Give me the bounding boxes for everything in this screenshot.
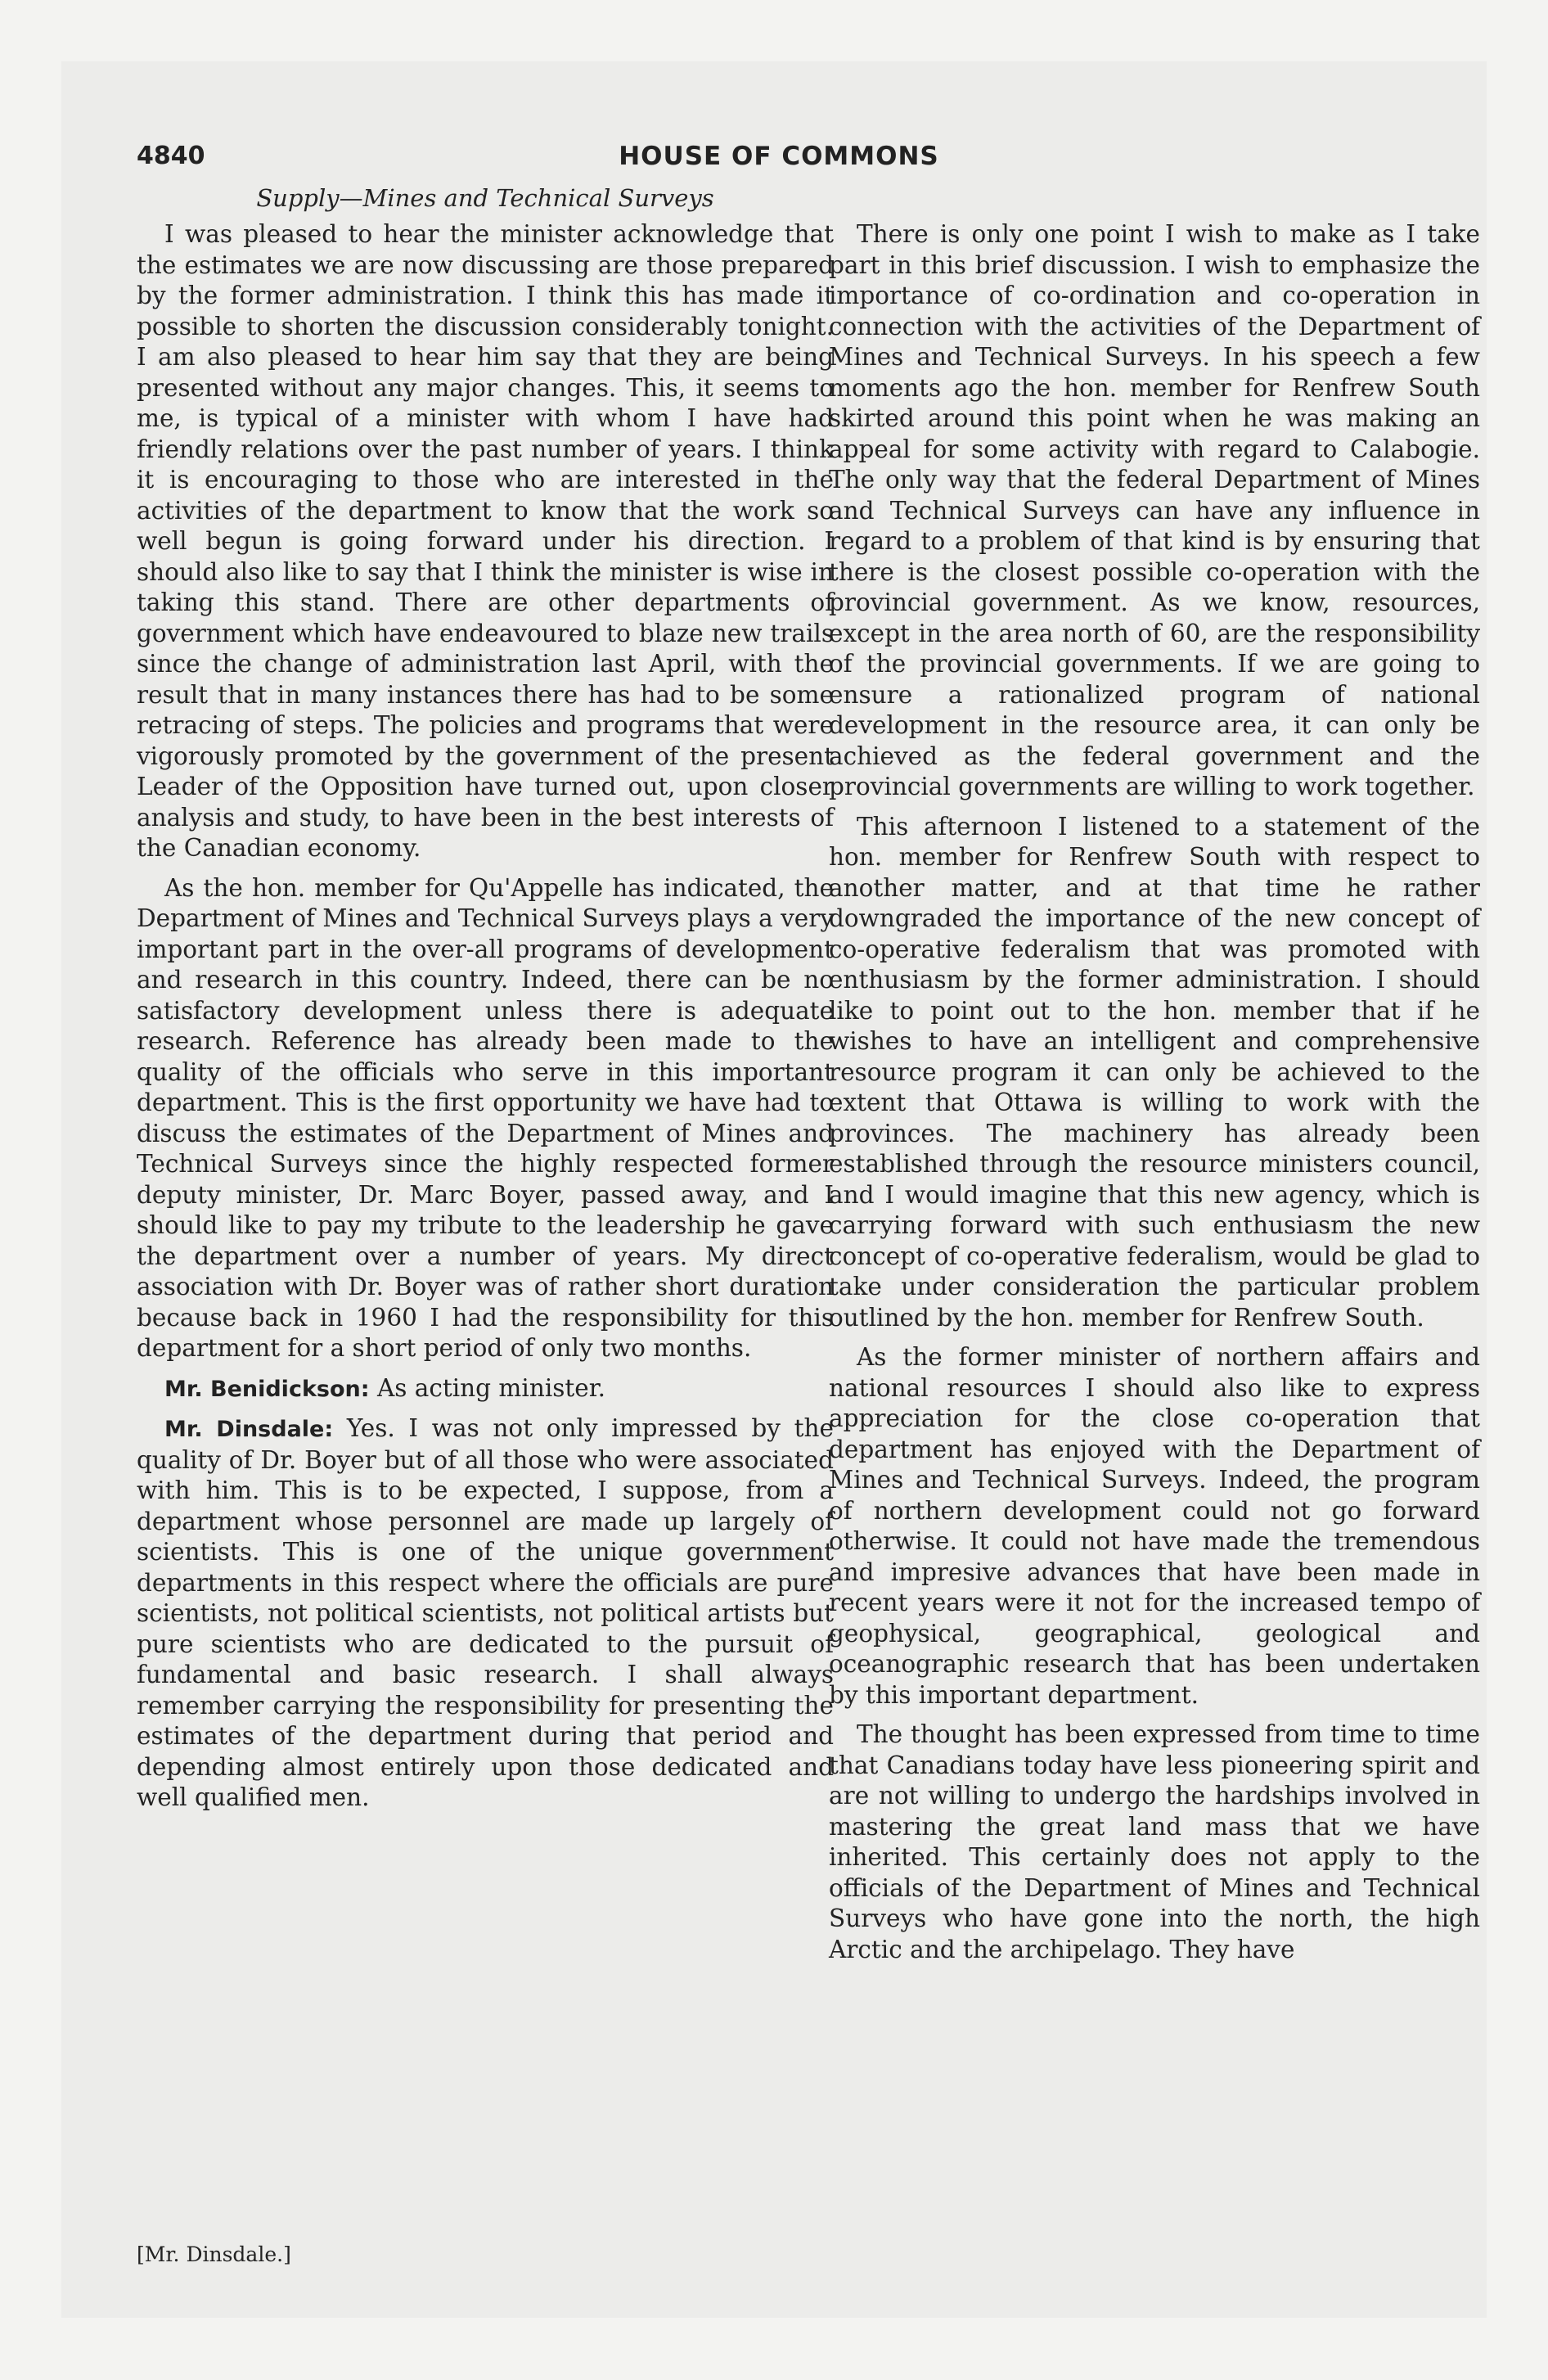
- left-paragraph-1: I was pleased to hear the minister acknowledge that the estimates we are now discussing are those prepared by the former administration. I think this has made it possible to shorten the discussion considerably tonight. I am also pleased to hear him say that they are being presented without any major changes. This, it seems to me, is typical of a minister with whom I have had friendly relations over the past number of years. I think it is encouraging to those who are interested in the activities of the department to know that the work so well begun is going forward under his direction. I should also like to say that I think the minister is wise in taking this stand. There are other departments of government which have endeavoured to blaze new trails since the change of administration last April, with the result that in many instances there has had to be some retracing of steps. The policies and programs that were vigorously promoted by the government of the present Leader of the Opposition have turned out, upon closer analysis and study, to have been in the best interests of the Canadian economy.: [137, 220, 834, 862]
- page-number: 4840: [137, 142, 205, 170]
- speech-text: Yes. I was not only impressed by the quality of Dr. Boyer but of all those who were associated with him. This is to be expected, I suppose, from a department whose personnel are made up largely of scientists. This is one of the unique government departments in this respect where the officials are pure scientists, not political scientists, not political artists but pure scientists who are dedicated to the pursuit of fundamental and basic research. I shall always remember carrying the responsibility for presenting the estimates of the department during that period and depending almost entirely upon those dedicated and well qualified men.: [137, 1414, 834, 1811]
- right-paragraph-4: The thought has been expressed from time to time that Canadians today have less pioneering spirit and are not willing to undergo the hardships involved in mastering the great land mass that we have inherited. This certainly does not apply to the officials of the Department of Mines and Technical Surveys who have gone into the north, the high Arctic and the archipelago. They have: [829, 1720, 1480, 1963]
- right-paragraph-2: This afternoon I listened to a statement of the hon. member for Renfrew South with respect to another matter, and at that time he rather downgraded the importance of the new concept of co-operative federalism that was promoted with enthusiasm by the former administration. I should like to point out to the hon. member that if he wishes to have an intelligent and comprehensive resource program it can only be achieved to the extent that Ottawa is willing to work with the provinces. The machinery has already been established through the resource ministers council, and I would imagine that this new agency, which is carrying forward with such enthusiasm the new concept of co-operative federalism, would be glad to take under consideration the particular problem outlined by the hon. member for Renfrew South.: [829, 812, 1480, 1332]
- speaker-name: Mr. Dinsdale:: [164, 1417, 334, 1442]
- left-column: [137, 219, 834, 1823]
- speaker-name: Mr. Benidickson:: [164, 1376, 370, 1402]
- page-sheet: [61, 61, 1487, 2318]
- speaker-footer: [Mr. Dinsdale.]: [137, 2243, 291, 2266]
- page-header: [137, 142, 1421, 191]
- speech-benidickson: [137, 1373, 834, 1405]
- right-paragraph-3: As the former minister of northern affairs and national resources I should also like to express appreciation for the close co-operation that department has enjoyed with the Department of Mines and Technical Surveys. Indeed, the program of northern development could not go forward otherwise. It could not have made the tremendous and impresive advances that have been made in recent years were it not for the increased tempo of geophysical, geographical, geological and oceanographic research that has been undertaken by this important department.: [829, 1343, 1480, 1709]
- speech-dinsdale: [137, 1413, 834, 1814]
- left-paragraph-2: As the hon. member for Qu'Appelle has indicated, the Department of Mines and Technical Surveys plays a very important part in the over-all programs of development and research in this country. Indeed, there can be no satisfactory development unless there is adequate research. Reference has already been made to the quality of the officials who serve in this important department. This is the first opportunity we have had to discuss the estimates of the Department of Mines and Technical Surveys since the highly respected former deputy minister, Dr. Marc Boyer, passed away, and I should like to pay my tribute to the leadership he gave the department over a number of years. My direct association with Dr. Boyer was of rather short duration because back in 1960 I had the responsibility for this department for a short period of only two months.: [137, 873, 834, 1362]
- section-subtitle: Supply—Mines and Technical Surveys: [256, 184, 714, 212]
- page-title: HOUSE OF COMMONS: [619, 142, 939, 171]
- right-paragraph-1: There is only one point I wish to make as I take part in this brief discussion. I wish to emphasize the importance of co-ordination and co-operation in connection with the activities of the Department of Mines and Technical Surveys. In his speech a few moments ago the hon. member for Renfrew South skirted around this point when he was making an appeal for some activity with regard to Calabogie. The only way that the federal Department of Mines and Technical Surveys can have any influence in regard to a problem of that kind is by ensuring that there is the closest possible co-operation with the provincial government. As we know, resources, except in the area north of 60, are the responsibility of the provincial governments. If we are going to ensure a rationalized program of national development in the resource area, it can only be achieved as the federal government and the provincial governments are willing to work together.: [829, 220, 1480, 800]
- right-column: [829, 219, 1480, 1974]
- speech-text: As acting minister.: [376, 1373, 605, 1402]
